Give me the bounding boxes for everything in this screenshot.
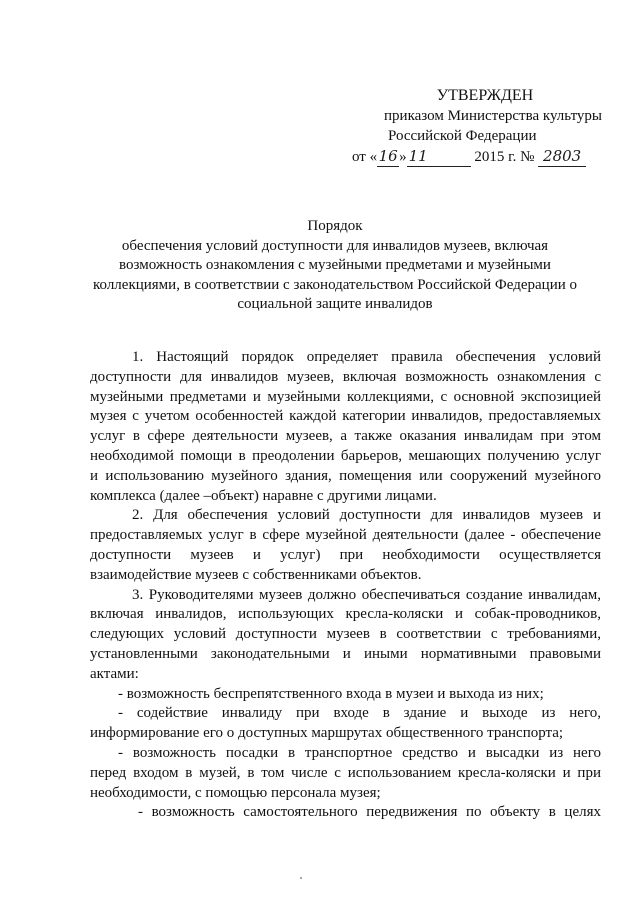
- approval-block: [330, 86, 610, 167]
- date-day: 16: [378, 147, 398, 165]
- text-line: музея с учетом особенностей каждой категории инвалидов, предоставляемых: [90, 408, 601, 425]
- list-item: [90, 685, 601, 705]
- paragraph-3: [90, 586, 601, 685]
- text-line: необходимой помощи в преодолении барьеров, мешающих получению услуг: [90, 447, 601, 464]
- text-line: - содействие инвалиду при входе в здание и выходе из него,: [118, 705, 601, 722]
- text-line: - возможность беспрепятственного входа в музеи и выхода из них;: [118, 685, 544, 702]
- text-line: включая инвалидов, использующих кресла-коляски и собак-проводников,: [90, 606, 601, 623]
- date-month: 11: [407, 146, 471, 167]
- approval-date-line: [330, 146, 610, 167]
- date-prefix: от «: [352, 149, 378, 165]
- date-mid: »: [399, 149, 407, 165]
- document-title: [80, 217, 590, 315]
- text-line: комплекса (далее –объект) наравне с другими лицами.: [90, 487, 437, 504]
- text-line: - возможность посадки в транспортное средство и высадки из него: [118, 744, 601, 761]
- text-line: 3. Руководителями музеев должно обеспечиваться создание инвалидам,: [132, 586, 601, 603]
- text-line: музейными предметами и музейными коллекциями, с основной экспозицией: [90, 388, 601, 405]
- text-line: - возможность самостоятельного передвижения по объекту в целях: [138, 804, 601, 821]
- text-line: необходимости, с помощью персонала музея;: [90, 784, 381, 801]
- approval-ministry-line: Российской Федерации: [388, 128, 537, 144]
- date-year: 2015 г. №: [474, 149, 535, 165]
- approval-order-line: приказом Министерства культуры: [384, 108, 602, 124]
- paragraph-2: [90, 506, 601, 585]
- approval-stamp: УТВЕРЖДЕН: [436, 87, 534, 104]
- list-item: [90, 704, 601, 744]
- paragraph-1: [90, 348, 601, 506]
- title-line: возможность ознакомления с музейными предметами и музейными: [119, 257, 551, 273]
- title-line: социальной защите инвалидов: [237, 296, 433, 312]
- text-line: услуг в сфере деятельности музеев, а также оказания инвалидам при этом: [90, 428, 601, 445]
- text-line: предоставляемых услуг в сфере музейной деятельности (далее - обеспечение: [90, 527, 601, 544]
- list-item: [90, 744, 601, 803]
- text-line: информирование его о доступных маршрутах общественного транспорта;: [90, 725, 564, 742]
- document-body: [90, 348, 601, 823]
- title-line: обеспечения условий доступности для инвалидов музеев, включая: [121, 237, 549, 254]
- text-line: 2. Для обеспечения условий доступности для инвалидов музеев и: [132, 507, 601, 524]
- text-line: доступности музеев и услуг) при необходимости осуществляется: [90, 546, 601, 563]
- text-line: следующих условий доступности музеев в соответствии с требованиями,: [90, 626, 601, 643]
- scan-speck: [300, 877, 302, 879]
- text-line: перед входом в музей, в том числе с использованием кресла-коляски и при: [90, 764, 601, 781]
- title-heading: Порядок: [307, 218, 363, 234]
- text-line: и использованию музейного здания, помещения или сооружений музейного: [90, 467, 601, 484]
- text-line: актами:: [90, 665, 139, 682]
- order-number: 2803: [538, 146, 586, 167]
- title-line: коллекциями, в соответствии с законодательством Российской Федерации о: [92, 276, 578, 293]
- list-item: [90, 803, 601, 823]
- text-line: 1. Настоящий порядок определяет правила обеспечения условий: [132, 349, 601, 365]
- text-line: доступности для инвалидов музеев, включая возможность ознакомления с: [90, 368, 601, 385]
- text-line: взаимодействие музеев с собственниками объектов.: [90, 566, 422, 583]
- text-line: установленными законодательными и иными нормативными правовыми: [90, 645, 601, 662]
